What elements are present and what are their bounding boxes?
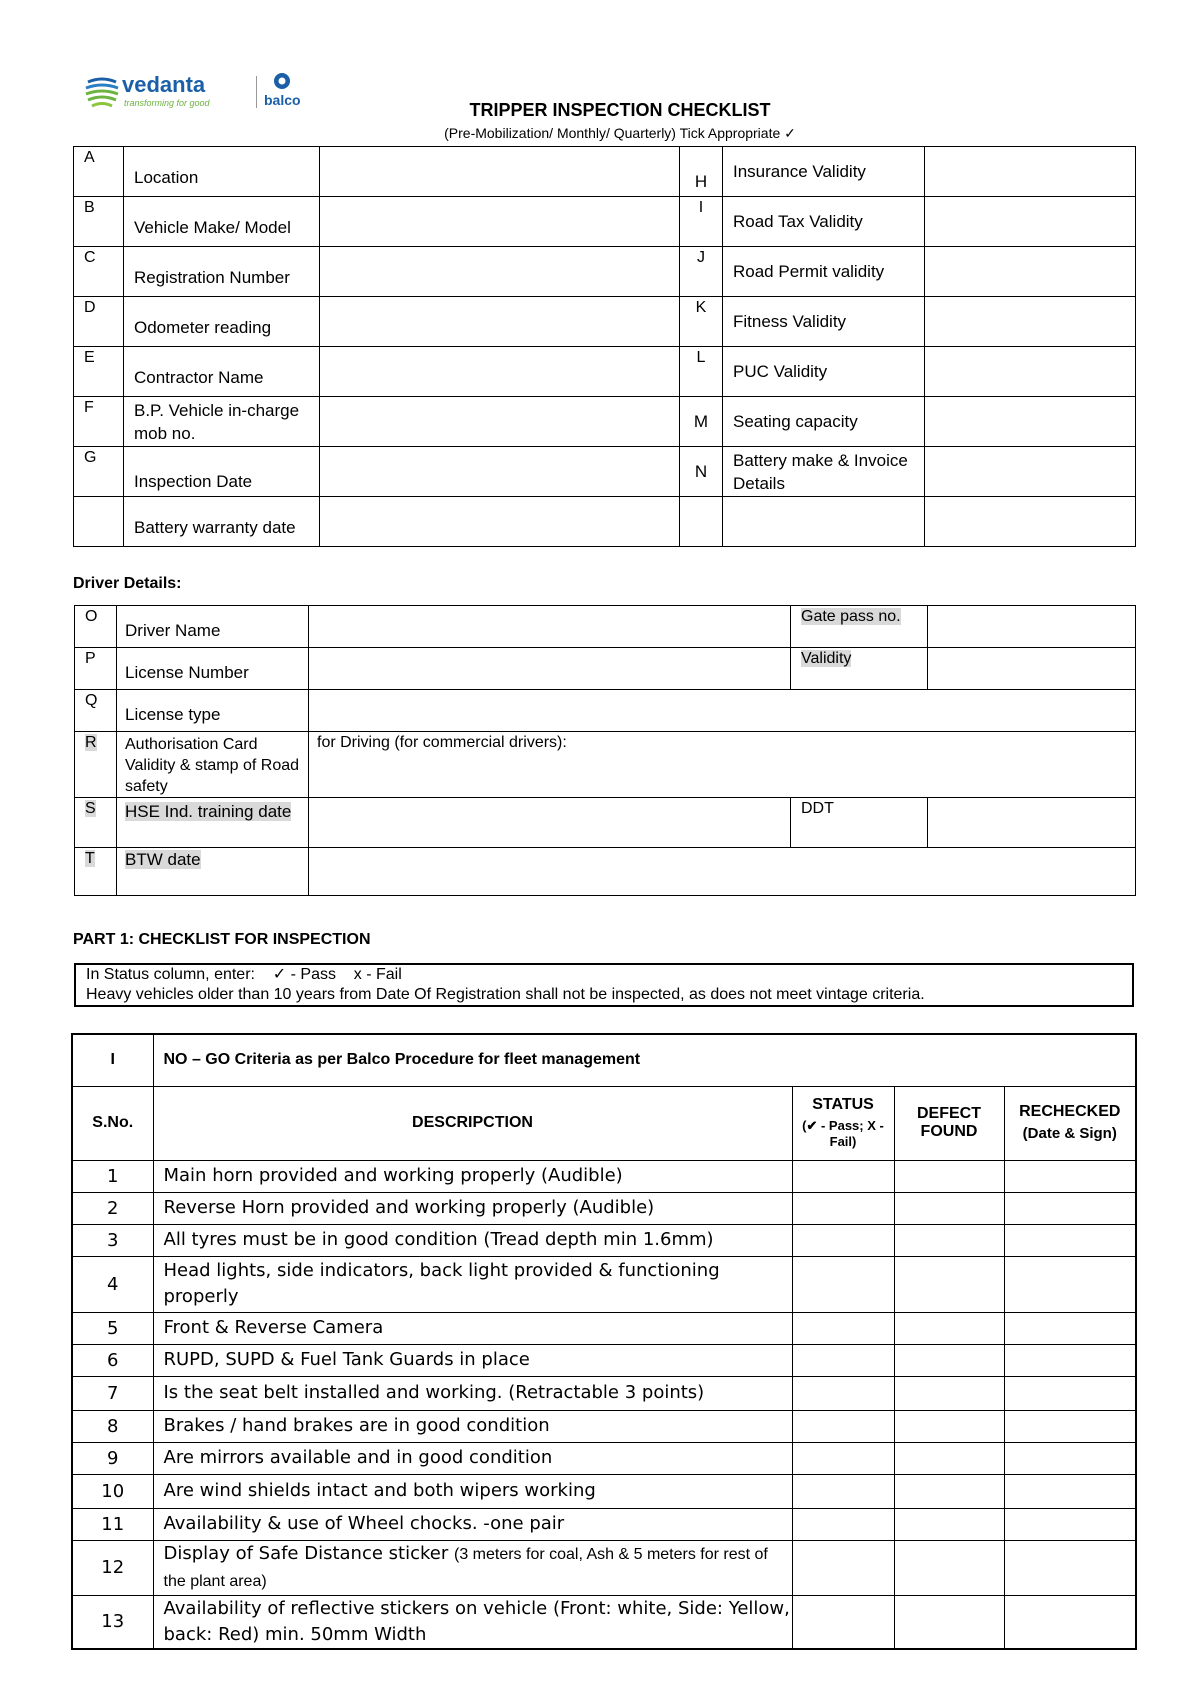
item-status-cell[interactable] (792, 1312, 894, 1344)
item-number: 10 (72, 1474, 153, 1508)
ddt-value[interactable] (928, 798, 1136, 848)
item-defect-cell[interactable] (894, 1160, 1004, 1192)
row-value[interactable] (320, 197, 680, 247)
item-defect-cell[interactable] (894, 1376, 1004, 1410)
license-number-label: License Number (117, 648, 309, 690)
vehicle-row (74, 247, 1136, 297)
section-header-row (72, 1034, 1136, 1086)
section-number: I (72, 1034, 153, 1086)
brand-tagline: transforming for good (124, 98, 210, 108)
row-key (680, 497, 723, 547)
checklist-item-row (72, 1410, 1136, 1442)
row-key: P (75, 648, 117, 690)
item-defect-cell[interactable] (894, 1344, 1004, 1376)
item-number: 11 (72, 1508, 153, 1540)
checklist-item-row (72, 1508, 1136, 1540)
checklist-item-row (72, 1192, 1136, 1224)
row-key: T (75, 848, 117, 896)
driver-row-r (75, 732, 1136, 798)
column-header-row (72, 1086, 1136, 1160)
item-status-cell[interactable] (792, 1595, 894, 1649)
row-label: Insurance Validity (723, 147, 925, 197)
item-description: Are mirrors available and in good condition (153, 1442, 792, 1474)
row-key: B (74, 197, 124, 247)
item-rechecked-cell[interactable] (1004, 1540, 1136, 1595)
item-number: 5 (72, 1312, 153, 1344)
checklist-item-row (72, 1442, 1136, 1474)
item-number: 13 (72, 1595, 153, 1649)
item-description: Are wind shields intact and both wipers working (153, 1474, 792, 1508)
checklist-item-row (72, 1376, 1136, 1410)
row-label: Contractor Name (124, 347, 320, 397)
item-rechecked-cell[interactable] (1004, 1344, 1136, 1376)
item-rechecked-cell[interactable] (1004, 1410, 1136, 1442)
row-key: N (680, 447, 723, 497)
row-label: PUC Validity (723, 347, 925, 397)
row-value[interactable] (320, 297, 680, 347)
section-title: NO – GO Criteria as per Balco Procedure for fleet management (153, 1034, 1136, 1086)
authorisation-card-value[interactable]: for Driving (for commercial drivers): (309, 732, 1136, 798)
item-defect-cell[interactable] (894, 1312, 1004, 1344)
row-value[interactable] (925, 397, 1136, 447)
row-label: B.P. Vehicle in-charge mob no. (124, 397, 320, 447)
row-label: Battery warranty date (124, 497, 320, 547)
row-label: Fitness Validity (723, 297, 925, 347)
partner-name: balco (264, 92, 301, 108)
row-key: C (74, 247, 124, 297)
item-status-cell[interactable] (792, 1540, 894, 1595)
vehicle-row (74, 197, 1136, 247)
row-label: Registration Number (124, 247, 320, 297)
row-key: S (75, 798, 117, 848)
balco-emblem-icon (272, 72, 292, 90)
item-description: Availability of reflective stickers on vehicle (Front: white, Side: Yellow, back: Red) min. 50mm Width (153, 1595, 792, 1649)
item-defect-cell[interactable] (894, 1540, 1004, 1595)
brand-name: vedanta (122, 72, 206, 97)
vehicle-row (74, 297, 1136, 347)
license-number-value[interactable] (309, 648, 791, 690)
checklist-item-row (72, 1224, 1136, 1256)
vehicle-details-table (73, 146, 1136, 547)
vehicle-row (74, 147, 1136, 197)
row-key: A (74, 147, 124, 197)
item-description: Availability & use of Wheel chocks. -one pair (153, 1508, 792, 1540)
fail-legend: x - Fail (353, 966, 402, 983)
item-description: All tyres must be in good condition (Tread depth min 1.6mm) (153, 1224, 792, 1256)
row-value[interactable] (320, 447, 680, 497)
row-label: Road Permit validity (723, 247, 925, 297)
checklist-item-row (72, 1540, 1136, 1595)
item-defect-cell[interactable] (894, 1410, 1004, 1442)
item-description: Display of Safe Distance sticker (3 meters for coal, Ash & 5 meters for rest of the plant area) (153, 1540, 792, 1595)
part1-heading: PART 1: CHECKLIST FOR INSPECTION (73, 931, 371, 948)
driver-row-t (75, 848, 1136, 896)
row-value[interactable] (925, 347, 1136, 397)
item-number: 9 (72, 1442, 153, 1474)
row-value[interactable] (320, 147, 680, 197)
driver-row-s (75, 798, 1136, 848)
item-description: RUPD, SUPD & Fuel Tank Guards in place (153, 1344, 792, 1376)
item-description: Front & Reverse Camera (153, 1312, 792, 1344)
checklist-item-row (72, 1474, 1136, 1508)
row-key: L (680, 347, 723, 397)
status-header: STATUS (✔ - Pass; X -Fail) (792, 1086, 894, 1160)
row-label (723, 497, 925, 547)
license-type-label: License type (117, 690, 309, 732)
row-value[interactable] (925, 147, 1136, 197)
item-rechecked-cell[interactable] (1004, 1474, 1136, 1508)
hse-training-label: HSE Ind. training date (117, 798, 309, 848)
validity-value[interactable] (928, 648, 1136, 690)
item-status-cell[interactable] (792, 1160, 894, 1192)
row-key: E (74, 347, 124, 397)
row-key: R (75, 732, 117, 798)
row-label: Seating capacity (723, 397, 925, 447)
btw-date-value[interactable] (309, 848, 1136, 896)
item-defect-cell[interactable] (894, 1192, 1004, 1224)
row-key: J (680, 247, 723, 297)
validity-label: Validity (791, 648, 928, 690)
item-defect-cell[interactable] (894, 1256, 1004, 1312)
item-defect-cell[interactable] (894, 1595, 1004, 1649)
item-rechecked-cell[interactable] (1004, 1595, 1136, 1649)
row-value[interactable] (320, 397, 680, 447)
item-status-cell[interactable] (792, 1344, 894, 1376)
item-status-cell[interactable] (792, 1256, 894, 1312)
description-header: DESCRIPCTION (153, 1086, 792, 1160)
vehicle-row (74, 497, 1136, 547)
checklist-item-row (72, 1595, 1136, 1649)
vehicle-row (74, 447, 1136, 497)
item-rechecked-cell[interactable] (1004, 1256, 1136, 1312)
item-status-cell[interactable] (792, 1192, 894, 1224)
item-status-cell[interactable] (792, 1442, 894, 1474)
pass-legend: ✓ - Pass (272, 966, 336, 983)
row-value[interactable] (320, 347, 680, 397)
driver-row-p (75, 648, 1136, 690)
driver-name-label: Driver Name (117, 606, 309, 648)
item-rechecked-cell[interactable] (1004, 1508, 1136, 1540)
page-subtitle: (Pre-Mobilization/ Monthly/ Quarterly) Tick Appropriate ✓ (444, 125, 796, 141)
row-value[interactable] (925, 247, 1136, 297)
row-label: Road Tax Validity (723, 197, 925, 247)
gate-pass-value[interactable] (928, 606, 1136, 648)
row-key: G (74, 447, 124, 497)
row-key: M (680, 397, 723, 447)
item-number: 3 (72, 1224, 153, 1256)
row-key: D (74, 297, 124, 347)
item-description: Reverse Horn provided and working properly (Audible) (153, 1192, 792, 1224)
item-rechecked-cell[interactable] (1004, 1376, 1136, 1410)
instructions-line-2: Heavy vehicles older than 10 years from Date Of Registration shall not be inspected, as does not meet vintage criteria. (86, 986, 925, 1003)
row-key: O (75, 606, 117, 648)
row-label: Vehicle Make/ Model (124, 197, 320, 247)
gate-pass-label: Gate pass no. (791, 606, 928, 648)
item-number: 8 (72, 1410, 153, 1442)
row-key: Q (75, 690, 117, 732)
item-rechecked-cell[interactable] (1004, 1192, 1136, 1224)
item-description: Head lights, side indicators, back light provided & functioning properly (153, 1256, 792, 1312)
checklist-item-row (72, 1344, 1136, 1376)
checklist-item-row (72, 1312, 1136, 1344)
item-defect-cell[interactable] (894, 1442, 1004, 1474)
rechecked-header: RECHECKED (Date & Sign) (1004, 1086, 1136, 1160)
ddt-label: DDT (791, 798, 928, 848)
instructions-box (74, 963, 1134, 1007)
item-status-cell[interactable] (792, 1474, 894, 1508)
row-label: Odometer reading (124, 297, 320, 347)
item-rechecked-cell[interactable] (1004, 1160, 1136, 1192)
item-rechecked-cell[interactable] (1004, 1442, 1136, 1474)
vehicle-row (74, 397, 1136, 447)
row-value[interactable] (925, 497, 1136, 547)
inspection-checklist-table (71, 1033, 1137, 1650)
row-key (74, 497, 124, 547)
item-defect-cell[interactable] (894, 1508, 1004, 1540)
item-status-cell[interactable] (792, 1224, 894, 1256)
item-description: Brakes / hand brakes are in good condition (153, 1410, 792, 1442)
item-number: 12 (72, 1540, 153, 1595)
row-key: I (680, 197, 723, 247)
checklist-item-row (72, 1160, 1136, 1192)
item-number: 4 (72, 1256, 153, 1312)
row-key: K (680, 297, 723, 347)
item-number: 6 (72, 1344, 153, 1376)
item-status-cell[interactable] (792, 1376, 894, 1410)
row-key: H (680, 147, 723, 197)
btw-date-label: BTW date (117, 848, 309, 896)
item-defect-cell[interactable] (894, 1474, 1004, 1508)
checklist-item-row (72, 1256, 1136, 1312)
item-status-cell[interactable] (792, 1410, 894, 1442)
row-value[interactable] (925, 197, 1136, 247)
item-defect-cell[interactable] (894, 1224, 1004, 1256)
row-key: F (74, 397, 124, 447)
authorisation-card-label: Authorisation Card Validity & stamp of Road safety (117, 732, 309, 798)
item-rechecked-cell[interactable] (1004, 1224, 1136, 1256)
row-label: Location (124, 147, 320, 197)
defect-found-header: DEFECT FOUND (894, 1086, 1004, 1160)
driver-name-value[interactable] (309, 606, 791, 648)
row-value[interactable] (925, 447, 1136, 497)
row-value[interactable] (320, 247, 680, 297)
item-status-cell[interactable] (792, 1508, 894, 1540)
item-number: 7 (72, 1376, 153, 1410)
instructions-line-1: In Status column, enter: ✓ - Pass x - Fail (86, 966, 402, 983)
license-type-value[interactable] (309, 690, 1136, 732)
item-number: 1 (72, 1160, 153, 1192)
row-label: Battery make & Invoice Details (723, 447, 925, 497)
driver-details-heading: Driver Details: (73, 575, 182, 592)
item-description: Is the seat belt installed and working. (Retractable 3 points) (153, 1376, 792, 1410)
vehicle-row (74, 347, 1136, 397)
sno-header: S.No. (72, 1086, 153, 1160)
hse-training-value[interactable] (309, 798, 791, 848)
item-number: 2 (72, 1192, 153, 1224)
driver-row-o (75, 606, 1136, 648)
row-value[interactable] (320, 497, 680, 547)
row-value[interactable] (925, 297, 1136, 347)
driver-details-table (74, 605, 1136, 896)
item-description: Main horn provided and working properly (Audible) (153, 1160, 792, 1192)
row-label: Inspection Date (124, 447, 320, 497)
item-rechecked-cell[interactable] (1004, 1312, 1136, 1344)
page-title: TRIPPER INSPECTION CHECKLIST (469, 100, 771, 120)
driver-row-q (75, 690, 1136, 732)
